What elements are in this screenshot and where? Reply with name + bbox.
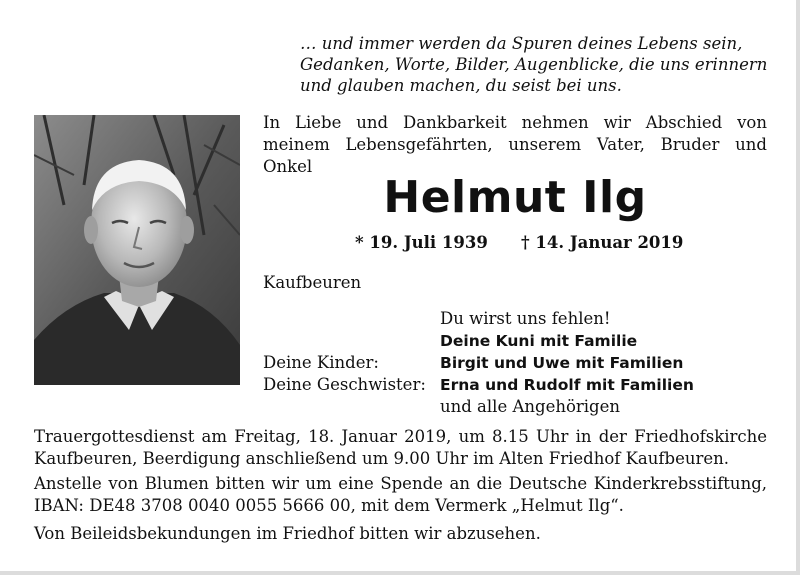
mourner-names: Birgit und Uwe mit Familien <box>440 354 684 372</box>
deceased-name: Helmut Ilg <box>383 172 647 223</box>
memorial-quote <box>300 33 780 96</box>
mourner-names: und alle Angehörigen <box>440 397 621 416</box>
birth-date: * 19. Juli 1939 <box>355 233 488 252</box>
mourner-role: Deine Kinder: <box>263 353 379 372</box>
mourner-role: Deine Geschwister: <box>263 375 426 394</box>
service-information <box>34 426 767 545</box>
mourner-row <box>263 308 767 330</box>
condolence-note: Von Beileidsbekundungen im Friedhof bitten wir abzusehen. <box>34 524 541 543</box>
mourner-row <box>263 330 767 352</box>
mourner-row <box>263 374 767 396</box>
intro-line: In Liebe und Dankbarkeit nehmen wir Abschied von <box>263 113 767 132</box>
mourner-names: Deine Kuni mit Familie <box>440 332 638 350</box>
quote-line: und glauben machen, du seist bei uns. <box>300 76 622 95</box>
mourner-row <box>263 396 767 418</box>
intro-line: meinem Lebensgefährten, unserem Vater, Bruder und Onkel <box>263 135 767 176</box>
place-of-residence: Kaufbeuren <box>263 273 362 292</box>
donation-line: IBAN: DE48 3708 0040 0055 5666 00, mit dem Vermerk „Helmut Ilg“. <box>34 496 624 515</box>
mourner-names: Erna und Rudolf mit Familien <box>440 376 694 394</box>
service-line: Trauergottesdienst am Freitag, 18. Januar 2019, um 8.15 Uhr in der Friedhofskirche <box>34 427 767 446</box>
portrait-image <box>34 115 240 385</box>
service-line: Kaufbeuren, Beerdigung anschließend um 9.00 Uhr im Alten Friedhof Kaufbeuren. <box>34 449 729 468</box>
donation-line: Anstelle von Blumen bitten wir um eine Spende an die Deutsche Kinderkrebsstiftung, <box>34 474 767 493</box>
quote-line: Gedanken, Worte, Bilder, Augenblicke, die uns erinnern <box>300 55 768 74</box>
mourner-row <box>263 352 767 374</box>
quote-line: … und immer werden da Spuren deines Lebens sein, <box>300 34 743 53</box>
mourner-names: Du wirst uns fehlen! <box>440 309 611 328</box>
death-date: † 14. Januar 2019 <box>521 233 684 252</box>
portrait-photo <box>34 115 240 385</box>
